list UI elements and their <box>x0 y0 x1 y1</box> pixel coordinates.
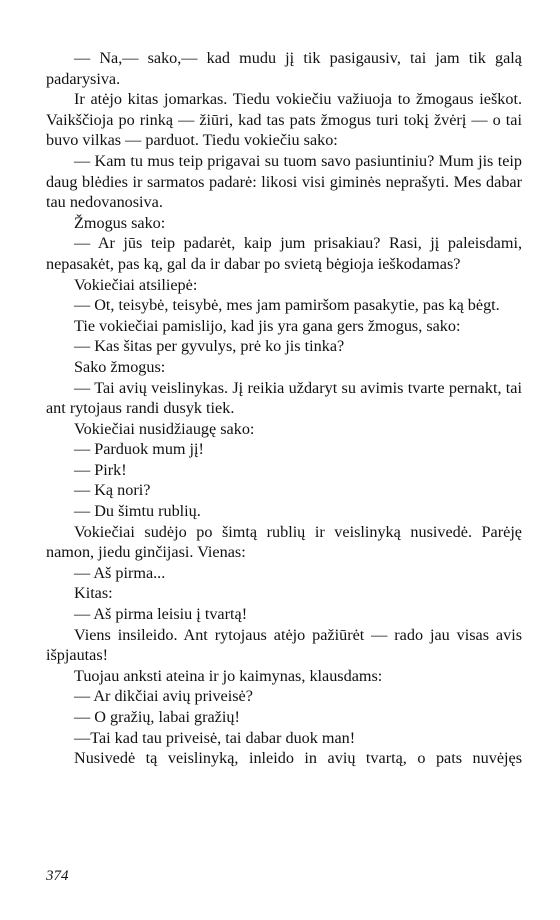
paragraph: Viens insileido. Ant rytojaus atėjo pažiūrėt — rado jau visas avis išpjautas! <box>46 625 522 665</box>
paragraph: — Pirk! <box>74 460 127 479</box>
paragraph: Vokiečiai atsiliepė: <box>74 275 198 294</box>
paragraph: Ir atėjo kitas jomarkas. Tiedu vokiečiu važiuoja to žmogaus ieškot. Vaikščioja po rinką — žiūri, kad tas pats žmogus turi tokį žvėrį — o tai buvo vilkas — parduot. Tiedu vokiečiu sako: <box>46 90 522 150</box>
paragraph: — Ar jūs teip padarėt, kaip jum prisakiau? Rasi, jį paleisdami, nepasakėt, pas ką, gal da ir dabar po svietą bėgioja ieškodamas? <box>46 234 522 273</box>
paragraph: Žmogus sako: <box>74 213 166 232</box>
paragraph: — Tai avių veislinykas. Jį reikia uždaryt su avimis tvarte pernakt, tai ant rytojaus randi dusyk tiek. <box>46 378 522 418</box>
paragraph: — Ar dikčiai avių priveisė? <box>74 687 253 706</box>
paragraph: — Kam tu mus teip prigavai su tuom savo pasiuntiniu? Mum jis teip daug blėdies ir sarmatos padarė: likosi visi giminės neprašyti. Mes dabar tau nedovanosiva. <box>46 151 522 212</box>
paragraph: — Aš pirma leisiu į tvartą! <box>74 605 248 624</box>
paragraph: Kitas: <box>74 584 113 603</box>
paragraph: Vokiečiai nusidžiaugę sako: <box>74 419 255 438</box>
paragraph: Nusivedė tą veislinyką, inleido in avių tvartą, o pats nuvėjęs <box>74 749 522 768</box>
page-number: 374 <box>46 868 69 884</box>
paragraph: — Kas šitas per gyvulys, prė ko jis tinka? <box>74 337 345 356</box>
paragraph: — Du šimtu rublių. <box>74 502 201 521</box>
paragraph: Tuojau anksti ateina ir jo kaimynas, klausdams: <box>74 666 383 685</box>
paragraph: Tie vokiečiai pamislijo, kad jis yra gana gers žmogus, sako: <box>74 316 461 335</box>
paragraph: — Ot, teisybė, teisybė, mes jam pamiršom pasakytie, pas ką bėgt. <box>74 296 500 315</box>
paragraph: — Parduok mum jį! <box>74 440 204 459</box>
paragraph: Sako žmogus: <box>74 357 166 376</box>
paragraph: — Ką nori? <box>74 481 151 500</box>
page-body-text <box>46 48 522 769</box>
paragraph: — Na,— sako,— kad mudu jį tik pasigausiv, tai jam tik galą padarysiva. <box>46 49 522 88</box>
paragraph: — Aš pirma... <box>74 563 166 582</box>
paragraph: Vokiečiai sudėjo po šimtą rublių ir veislinyką nusivedė. Parėję namon, jiedu ginčijasi. Vienas: <box>46 522 522 562</box>
paragraph: —Tai kad tau priveisė, tai dabar duok man! <box>74 728 356 747</box>
paragraph: — O gražių, labai gražių! <box>74 708 240 726</box>
